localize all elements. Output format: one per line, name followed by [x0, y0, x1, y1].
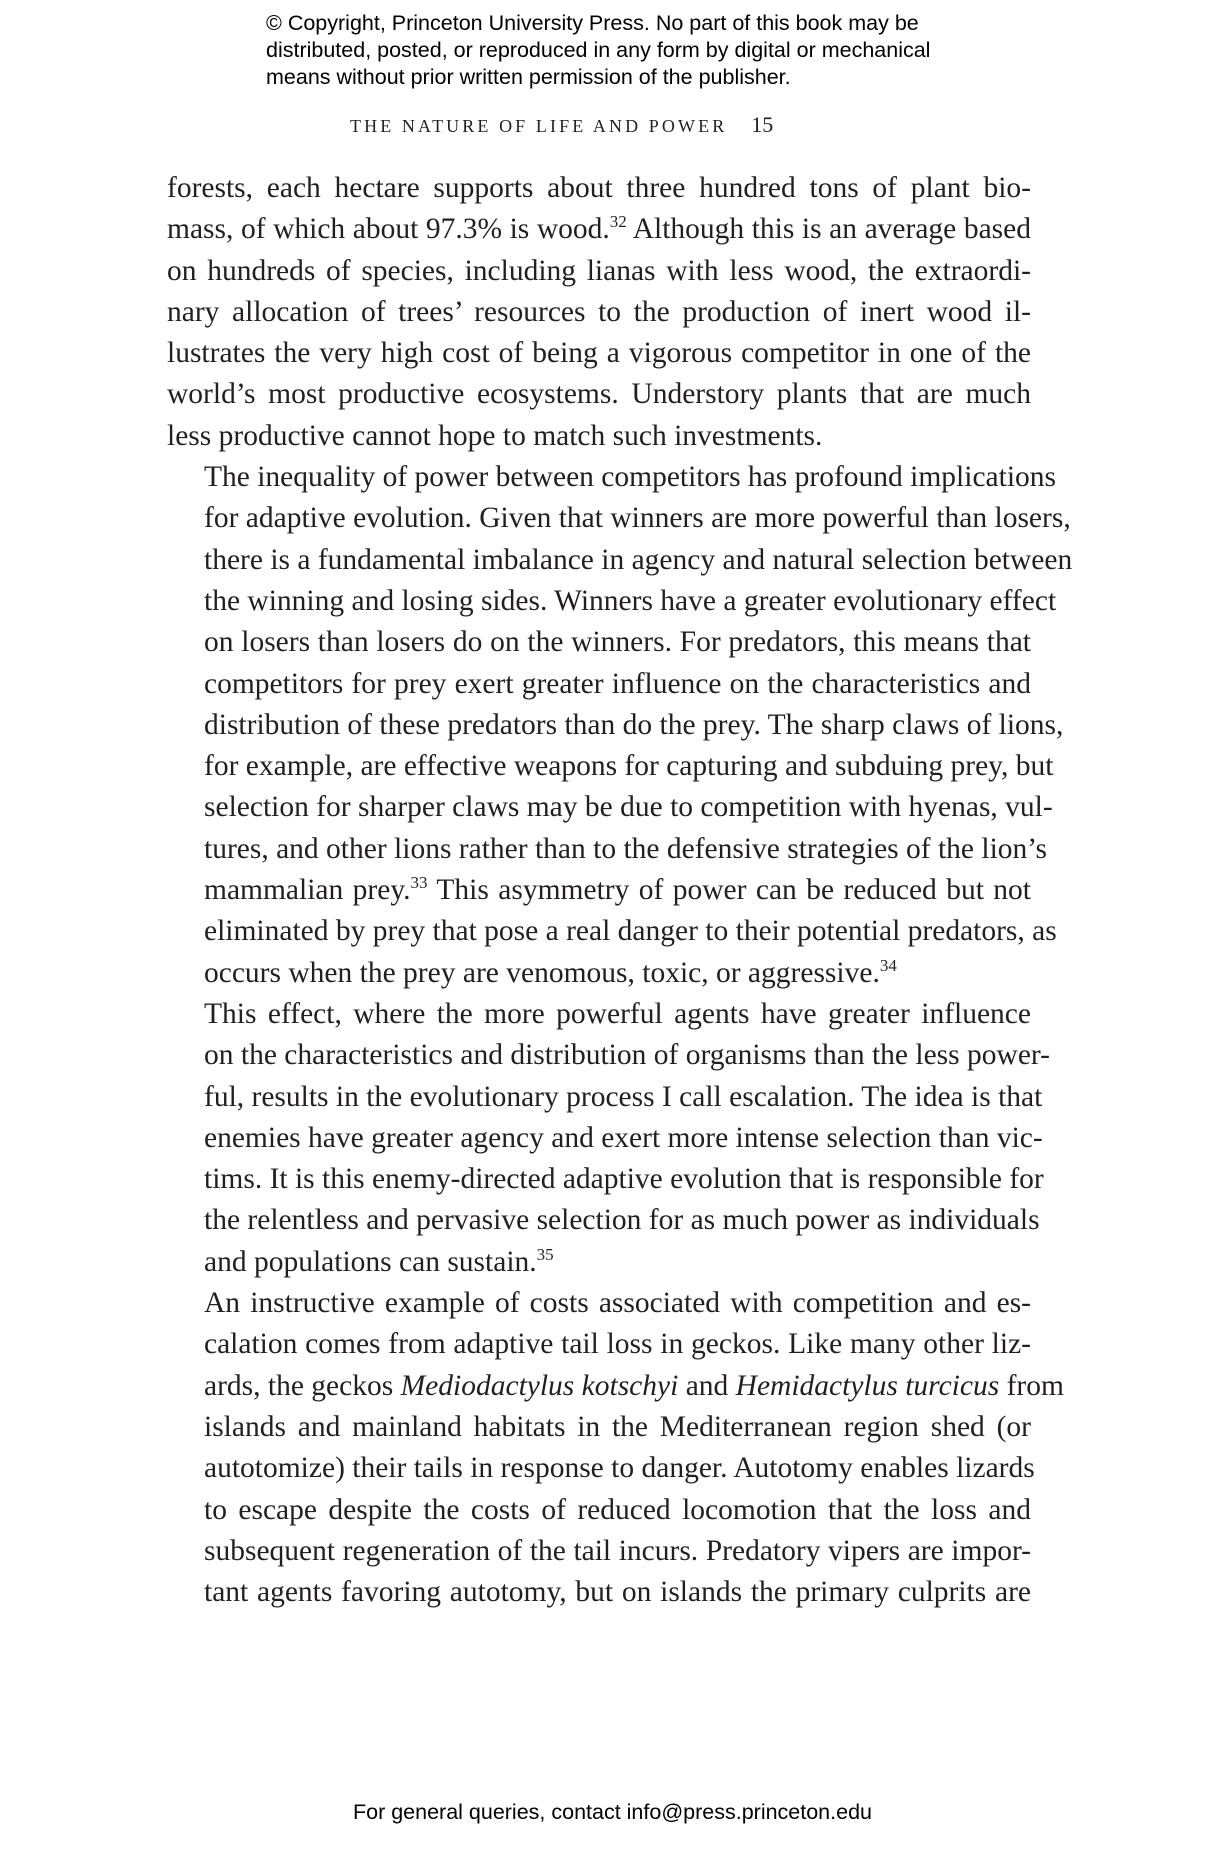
text-line: nary allocation of trees’ resources to the production of inert wood il-	[167, 295, 1031, 328]
paragraph	[167, 457, 1073, 994]
text-line: distribution of these predators than do the prey. The sharp claws of lions,	[204, 708, 1064, 741]
species-name: Hemidactylus turcicus	[735, 1369, 1000, 1402]
text-line: forests, each hectare supports about three hundred tons of plant bio-	[167, 172, 1031, 204]
text-line: ful, results in the evolutionary process I call escalation. The idea is that	[204, 1080, 1043, 1113]
text-line: on the characteristics and distribution of organisms than the less power-	[204, 1039, 1050, 1072]
text-line: An instructive example of costs associated with competition and es-	[204, 1287, 1031, 1320]
text-line: competitors for prey exert greater influence on the characteristics and	[204, 667, 1031, 700]
text-line: on losers than losers do on the winners. For predators, this means that	[204, 626, 1031, 659]
text-line: The inequality of power between competitors has profound implications	[204, 461, 1056, 494]
text-line: ards, the geckos Mediodactylus kotschyi and Hemidactylus turcicus from	[204, 1369, 1064, 1402]
copyright-line: means without prior written permission of the publisher.	[266, 65, 791, 89]
text-line: the relentless and pervasive selection for as much power as individuals	[204, 1204, 1040, 1237]
text-line: and populations can sustain.$^{35}$	[204, 1244, 554, 1278]
paragraph	[167, 1283, 1064, 1613]
page-number: 15	[751, 112, 774, 137]
text-line: enemies have greater agency and exert more intense selection than vic-	[204, 1121, 1043, 1154]
footnote-ref: 34	[879, 955, 897, 975]
paragraph	[167, 994, 1050, 1283]
copyright-line: distributed, posted, or reproduced in any form by digital or mechanical	[266, 38, 931, 62]
species-name: Mediodactylus kotschyi	[400, 1369, 679, 1402]
text-line: selection for sharper claws may be due to competition with hyenas, vul-	[204, 791, 1053, 824]
text-line: mammalian prey.$^{33}$ This asymmetry of power can be reduced but not	[204, 873, 1031, 907]
text-line: tant agents favoring autotomy, but on islands the primary culprits are	[204, 1576, 1031, 1609]
paragraph	[167, 168, 1031, 457]
text-line: there is a fundamental imbalance in agency and natural selection between	[204, 543, 1073, 576]
text-line: This effect, where the more powerful agents have greater influence	[204, 997, 1031, 1030]
text-line: islands and mainland habitats in the Mediterranean region shed (or	[204, 1410, 1031, 1443]
footnote-ref: 33	[410, 873, 428, 893]
footer-contact: For general queries, contact info@press.princeton.edu	[352, 1800, 872, 1824]
text-line: for example, are effective weapons for capturing and subduing prey, but	[204, 750, 1054, 783]
text-line: eliminated by prey that pose a real danger to their potential predators, as	[204, 915, 1057, 948]
body-text	[167, 168, 1073, 1613]
text-line: on hundreds of species, including lianas with less wood, the extraordi-	[167, 254, 1031, 287]
text-line: lustrates the very high cost of being a vigorous competitor in one of the	[167, 337, 1031, 370]
text-line: tims. It is this enemy-directed adaptive evolution that is responsible for	[204, 1163, 1044, 1196]
text-line: calation comes from adaptive tail loss in geckos. Like many other liz-	[204, 1328, 1031, 1361]
text-line: tures, and other lions rather than to the defensive strategies of the lion’s	[204, 832, 1047, 865]
copyright-line: © Copyright, Princeton University Press. No part of this book may be	[266, 11, 919, 35]
copyright-notice	[266, 10, 986, 91]
chapter-title: THE NATURE OF LIFE AND POWER	[350, 116, 728, 136]
text-line: mass, of which about 97.3% is wood.$^{32}$ Although this is an average based	[167, 212, 1031, 246]
text-line: world’s most productive ecosystems. Understory plants that are much	[167, 378, 1031, 411]
running-head	[350, 112, 773, 138]
text-line: occurs when the prey are venomous, toxic, or aggressive.$^{34}$	[204, 955, 897, 989]
text-line: for adaptive evolution. Given that winners are more powerful than losers,	[204, 502, 1071, 535]
text-line: less productive cannot hope to match such investments.	[167, 419, 823, 452]
footnote-ref: 32	[609, 212, 627, 232]
text-line: the winning and losing sides. Winners have a greater evolutionary effect	[204, 584, 1057, 617]
text-line: to escape despite the costs of reduced locomotion that the loss and	[204, 1493, 1031, 1526]
text-line: autotomize) their tails in response to danger. Autotomy enables lizards	[204, 1452, 1035, 1485]
footnote-ref: 35	[536, 1244, 554, 1264]
text-line: subsequent regeneration of the tail incurs. Predatory vipers are impor-	[204, 1534, 1031, 1567]
